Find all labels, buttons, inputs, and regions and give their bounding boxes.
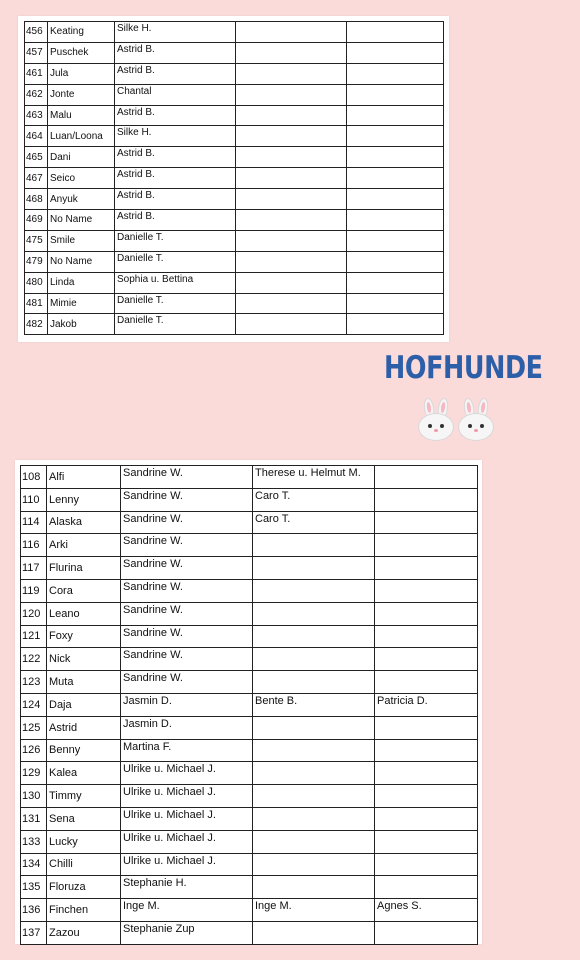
sponsor-1-cell: Chantal: [115, 84, 236, 105]
sponsor-3-cell: [347, 189, 444, 210]
animal-name-cell: Alfi: [47, 466, 121, 489]
table-row: [21, 899, 478, 922]
sponsor-2-cell: [236, 230, 347, 251]
sponsor-3-cell: Patricia D.: [375, 693, 478, 716]
sponsor-3-cell: [375, 557, 478, 580]
table-row: [21, 830, 478, 853]
animal-name-cell: Finchen: [47, 899, 121, 922]
sponsor-2-cell: [236, 126, 347, 147]
sponsor-1-cell: Danielle T.: [115, 251, 236, 272]
animal-number-cell: 126: [21, 739, 47, 762]
animal-name-cell: Astrid: [47, 716, 121, 739]
sponsor-1-cell: Stephanie Zup: [121, 921, 253, 944]
sponsor-2-cell: [253, 648, 375, 671]
table-row: [21, 488, 478, 511]
animal-name-cell: Linda: [48, 272, 115, 293]
table-row: [21, 625, 478, 648]
sponsor-3-cell: [347, 105, 444, 126]
animal-name-cell: Floruza: [47, 876, 121, 899]
table-row: [25, 84, 444, 105]
animal-name-cell: Chilli: [47, 853, 121, 876]
animal-name-cell: Anyuk: [48, 189, 115, 210]
sponsor-1-cell: Martina F.: [121, 739, 253, 762]
sponsor-3-cell: [347, 210, 444, 231]
animal-number-cell: 482: [25, 314, 48, 335]
table-row: [21, 671, 478, 694]
animal-number-cell: 457: [25, 42, 48, 63]
sponsor-2-cell: [236, 22, 347, 43]
sponsor-3-cell: [375, 739, 478, 762]
sponsor-3-cell: [375, 807, 478, 830]
sponsor-2-cell: [253, 671, 375, 694]
sponsor-3-cell: [375, 785, 478, 808]
table-row: [21, 557, 478, 580]
table-row: [21, 511, 478, 534]
table-row: [25, 63, 444, 84]
animal-number-cell: 481: [25, 293, 48, 314]
sponsor-3-cell: [375, 830, 478, 853]
animal-number-cell: 461: [25, 63, 48, 84]
sponsor-table-sheet-bottom: [15, 460, 482, 944]
animal-number-cell: 124: [21, 693, 47, 716]
sponsor-3-cell: Agnes S.: [375, 899, 478, 922]
animal-name-cell: Luan/Loona: [48, 126, 115, 147]
sponsor-2-cell: [236, 189, 347, 210]
sponsor-2-cell: Inge M.: [253, 899, 375, 922]
sponsor-2-cell: [253, 534, 375, 557]
table-row: [21, 762, 478, 785]
table-row: [21, 921, 478, 944]
sponsor-1-cell: Sandrine W.: [121, 488, 253, 511]
sponsor-2-cell: [236, 105, 347, 126]
animal-name-cell: Benny: [47, 739, 121, 762]
sponsor-2-cell: [236, 63, 347, 84]
sponsor-1-cell: Ulrike u. Michael J.: [121, 807, 253, 830]
sponsor-2-cell: [236, 42, 347, 63]
sponsor-1-cell: Silke H.: [115, 126, 236, 147]
bunny-face-icon: [418, 398, 452, 440]
sponsor-1-cell: Ulrike u. Michael J.: [121, 785, 253, 808]
sponsor-3-cell: [375, 579, 478, 602]
sponsor-3-cell: [347, 293, 444, 314]
animal-number-cell: 129: [21, 762, 47, 785]
animal-number-cell: 131: [21, 807, 47, 830]
sponsor-3-cell: [347, 63, 444, 84]
animal-name-cell: Timmy: [47, 785, 121, 808]
table-row: [21, 807, 478, 830]
sponsor-2-cell: [253, 579, 375, 602]
sponsor-1-cell: Sandrine W.: [121, 671, 253, 694]
animal-number-cell: 136: [21, 899, 47, 922]
animal-number-cell: 108: [21, 466, 47, 489]
sponsor-3-cell: [375, 602, 478, 625]
sponsor-2-cell: [253, 739, 375, 762]
sponsor-1-cell: Sandrine W.: [121, 625, 253, 648]
sponsor-3-cell: [347, 42, 444, 63]
sponsor-1-cell: Ulrike u. Michael J.: [121, 853, 253, 876]
animal-number-cell: 133: [21, 830, 47, 853]
sponsor-2-cell: [253, 921, 375, 944]
sponsor-2-cell: [236, 251, 347, 272]
animal-name-cell: Foxy: [47, 625, 121, 648]
sponsor-3-cell: [375, 625, 478, 648]
sponsor-3-cell: [347, 147, 444, 168]
sponsor-3-cell: [347, 272, 444, 293]
sponsor-1-cell: Astrid B.: [115, 105, 236, 126]
sponsor-1-cell: Silke H.: [115, 22, 236, 43]
table-row: [21, 648, 478, 671]
sponsor-1-cell: Astrid B.: [115, 42, 236, 63]
animal-number-cell: 122: [21, 648, 47, 671]
sponsor-2-cell: [253, 830, 375, 853]
animal-name-cell: Seico: [48, 168, 115, 189]
sponsor-2-cell: Caro T.: [253, 511, 375, 534]
sponsor-1-cell: Astrid B.: [115, 168, 236, 189]
animal-name-cell: No Name: [48, 251, 115, 272]
animal-number-cell: 123: [21, 671, 47, 694]
sponsor-2-cell: Caro T.: [253, 488, 375, 511]
sponsor-1-cell: Inge M.: [121, 899, 253, 922]
animal-number-cell: 119: [21, 579, 47, 602]
sponsor-1-cell: Sandrine W.: [121, 511, 253, 534]
sponsor-2-cell: [236, 314, 347, 335]
animal-name-cell: Muta: [47, 671, 121, 694]
animal-number-cell: 137: [21, 921, 47, 944]
sponsor-3-cell: [347, 84, 444, 105]
animal-number-cell: 467: [25, 168, 48, 189]
sponsor-1-cell: Sandrine W.: [121, 579, 253, 602]
table-row: [21, 739, 478, 762]
animal-number-cell: 479: [25, 251, 48, 272]
table-row: [25, 230, 444, 251]
animal-name-cell: Malu: [48, 105, 115, 126]
sponsor-1-cell: Ulrike u. Michael J.: [121, 762, 253, 785]
sponsor-1-cell: Sandrine W.: [121, 602, 253, 625]
animal-number-cell: 135: [21, 876, 47, 899]
animal-number-cell: 120: [21, 602, 47, 625]
animal-name-cell: Flurina: [47, 557, 121, 580]
sponsor-1-cell: Ulrike u. Michael J.: [121, 830, 253, 853]
sponsor-2-cell: [253, 625, 375, 648]
sponsor-3-cell: [375, 488, 478, 511]
sponsor-1-cell: Danielle T.: [115, 293, 236, 314]
sponsor-table-sheet-top: [18, 16, 449, 342]
table-row: [25, 314, 444, 335]
sponsor-1-cell: Astrid B.: [115, 147, 236, 168]
sponsor-1-cell: Danielle T.: [115, 314, 236, 335]
animal-number-cell: 468: [25, 189, 48, 210]
table-row: [25, 272, 444, 293]
table-row: [21, 466, 478, 489]
sponsor-2-cell: [253, 762, 375, 785]
sponsor-2-cell: Therese u. Helmut M.: [253, 466, 375, 489]
animal-number-cell: 480: [25, 272, 48, 293]
animal-number-cell: 465: [25, 147, 48, 168]
animal-number-cell: 116: [21, 534, 47, 557]
animal-number-cell: 110: [21, 488, 47, 511]
table-row: [21, 853, 478, 876]
table-row: [25, 42, 444, 63]
animal-name-cell: Kalea: [47, 762, 121, 785]
table-row: [21, 534, 478, 557]
sponsor-3-cell: [375, 648, 478, 671]
sponsor-3-cell: [375, 534, 478, 557]
animal-name-cell: Daja: [47, 693, 121, 716]
sponsor-1-cell: Jasmin D.: [121, 716, 253, 739]
table-row: [25, 22, 444, 43]
table-row: [25, 168, 444, 189]
table-row: [21, 785, 478, 808]
sponsor-2-cell: [236, 210, 347, 231]
sponsor-3-cell: [347, 251, 444, 272]
animal-number-cell: 463: [25, 105, 48, 126]
animal-name-cell: Keating: [48, 22, 115, 43]
sponsor-1-cell: Astrid B.: [115, 63, 236, 84]
animal-name-cell: Leano: [47, 602, 121, 625]
sponsor-table-bottom: [20, 465, 478, 945]
bunny-decoration: [418, 398, 492, 440]
animal-name-cell: No Name: [48, 210, 115, 231]
table-row: [25, 126, 444, 147]
animal-number-cell: 117: [21, 557, 47, 580]
animal-number-cell: 464: [25, 126, 48, 147]
animal-name-cell: Jakob: [48, 314, 115, 335]
sponsor-3-cell: [347, 314, 444, 335]
sponsor-1-cell: Sandrine W.: [121, 466, 253, 489]
table-row: [21, 602, 478, 625]
animal-name-cell: Cora: [47, 579, 121, 602]
table-row: [25, 210, 444, 231]
sponsor-1-cell: Sophia u. Bettina: [115, 272, 236, 293]
table-row: [25, 105, 444, 126]
animal-number-cell: 130: [21, 785, 47, 808]
sponsor-3-cell: [347, 126, 444, 147]
sponsor-2-cell: [253, 785, 375, 808]
animal-name-cell: Lucky: [47, 830, 121, 853]
table-row: [25, 189, 444, 210]
animal-name-cell: Nick: [47, 648, 121, 671]
sponsor-1-cell: Sandrine W.: [121, 534, 253, 557]
animal-name-cell: Alaska: [47, 511, 121, 534]
sponsor-2-cell: [236, 293, 347, 314]
sponsor-2-cell: [253, 602, 375, 625]
sponsor-1-cell: Stephanie H.: [121, 876, 253, 899]
table-row: [21, 693, 478, 716]
animal-number-cell: 114: [21, 511, 47, 534]
table-row: [21, 579, 478, 602]
sponsor-1-cell: Jasmin D.: [121, 693, 253, 716]
animal-name-cell: Arki: [47, 534, 121, 557]
sponsor-3-cell: [375, 671, 478, 694]
sponsor-2-cell: Bente B.: [253, 693, 375, 716]
sponsor-table-top: [24, 21, 444, 335]
sponsor-1-cell: Sandrine W.: [121, 648, 253, 671]
sponsor-1-cell: Astrid B.: [115, 189, 236, 210]
animal-name-cell: Mimie: [48, 293, 115, 314]
sponsor-3-cell: [347, 230, 444, 251]
sponsor-2-cell: [253, 876, 375, 899]
table-row: [25, 293, 444, 314]
sponsor-2-cell: [253, 807, 375, 830]
sponsor-2-cell: [236, 272, 347, 293]
animal-number-cell: 469: [25, 210, 48, 231]
animal-name-cell: Smile: [48, 230, 115, 251]
table-row: [21, 876, 478, 899]
sponsor-1-cell: Astrid B.: [115, 210, 236, 231]
animal-name-cell: Puschek: [48, 42, 115, 63]
sponsor-3-cell: [375, 466, 478, 489]
sponsor-3-cell: [347, 22, 444, 43]
animal-number-cell: 456: [25, 22, 48, 43]
sponsor-2-cell: [236, 168, 347, 189]
sponsor-3-cell: [375, 511, 478, 534]
sponsor-3-cell: [347, 168, 444, 189]
sponsor-1-cell: Sandrine W.: [121, 557, 253, 580]
animal-number-cell: 462: [25, 84, 48, 105]
sponsor-3-cell: [375, 762, 478, 785]
animal-number-cell: 125: [21, 716, 47, 739]
animal-number-cell: 475: [25, 230, 48, 251]
animal-name-cell: Jula: [48, 63, 115, 84]
sponsor-3-cell: [375, 921, 478, 944]
animal-name-cell: Dani: [48, 147, 115, 168]
table-row: [21, 716, 478, 739]
sponsor-2-cell: [236, 84, 347, 105]
animal-name-cell: Zazou: [47, 921, 121, 944]
sponsor-2-cell: [253, 716, 375, 739]
table-row: [25, 251, 444, 272]
animal-name-cell: Sena: [47, 807, 121, 830]
sponsor-3-cell: [375, 853, 478, 876]
animal-number-cell: 121: [21, 625, 47, 648]
sponsor-1-cell: Danielle T.: [115, 230, 236, 251]
sponsor-3-cell: [375, 716, 478, 739]
sponsor-2-cell: [236, 147, 347, 168]
sponsor-2-cell: [253, 853, 375, 876]
animal-number-cell: 134: [21, 853, 47, 876]
sponsor-2-cell: [253, 557, 375, 580]
page-title: HOFHUNDE: [384, 350, 543, 386]
table-row: [25, 147, 444, 168]
animal-name-cell: Lenny: [47, 488, 121, 511]
bunny-face-icon: [458, 398, 492, 440]
sponsor-3-cell: [375, 876, 478, 899]
animal-name-cell: Jonte: [48, 84, 115, 105]
